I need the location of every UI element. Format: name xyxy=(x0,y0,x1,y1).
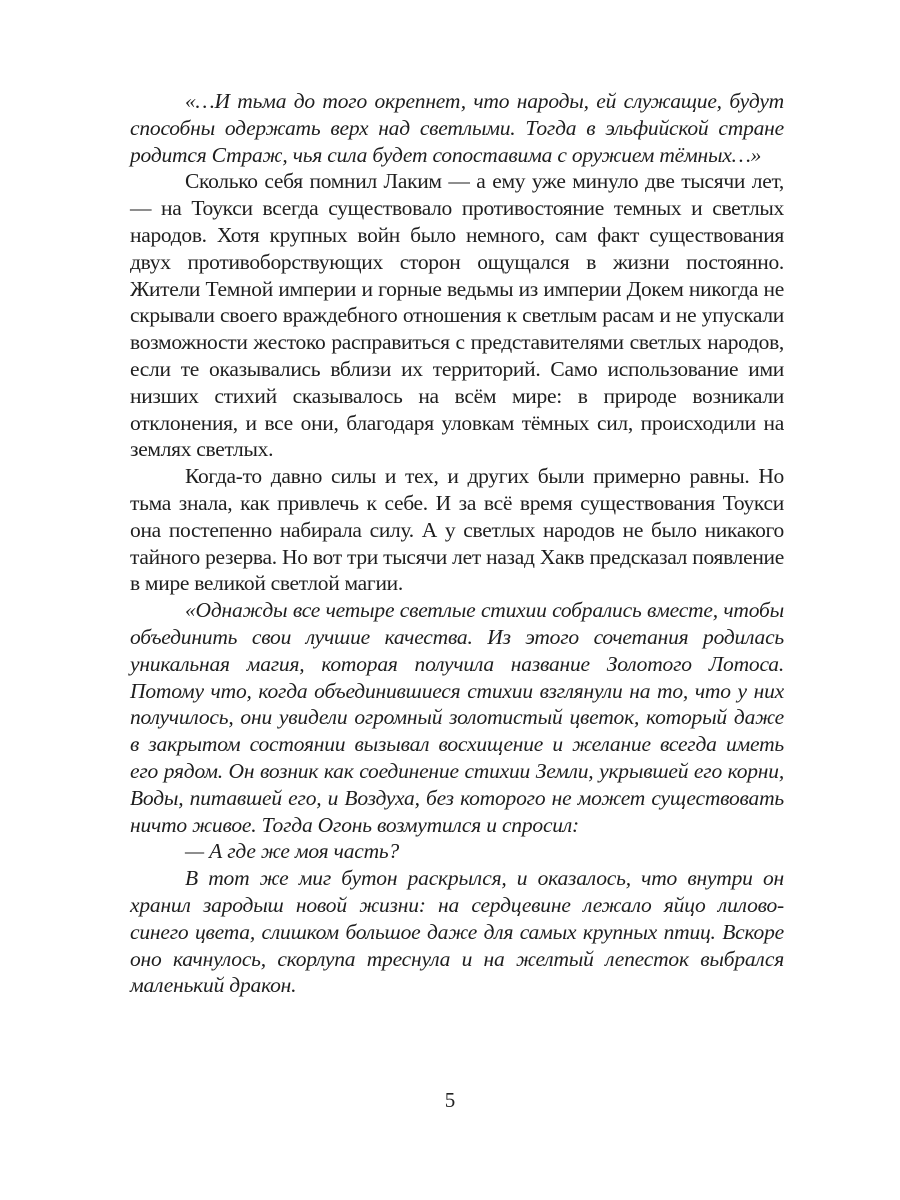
narrative-paragraph-lakim: Сколько себя помнил Лаким — а ему уже минуло две тысячи лет, — на Тоукси всегда существовало противостояние темных и светлых народов. Хотя крупных войн было немного, сам факт существования двух противоборствующих сторон ощущался в жизни постоянно. Жители Темной империи и горные ведьмы из империи Докем никогда не скрывали своего враждебного отношения к светлым расам и не упускали возможности жестоко расправиться с представителями светлых народов, если те оказывались вблизи их территорий. Само использование ими низших стихий сказывалось на всём мире: в природе возникали отклонения, и все они, благодаря уловкам тёмных сил, происходили на землях светлых. xyxy=(130,169,784,462)
page-number: 5 xyxy=(444,1088,456,1112)
legend-continuation-paragraph: В тот же миг бутон раскрылся, и оказалось, что внутри он хранил зародыш новой жизни: на сердцевине лежало яйцо лилово-синего цвета, слишком большое даже для самых крупных птиц. Вскоре оно качнулось, скорлупа треснула и на желтый лепесток выбрался маленький дракон. xyxy=(130,866,784,998)
legend-quote-paragraph: «Однажды все четыре светлые стихии собрались вместе, чтобы объединить свои лучшие качества. Из этого сочетания родилась уникальная магия, которая получила название Золотого Лотоса. Потому что, когда объединившиеся стихии взглянули на то, что у них получилось, они увидели огромный золотистый цветок, который даже в закрытом состоянии вызывал восхищение и желание всегда иметь его рядом. Он возник как соединение стихии Земли, укрывшей его корни, Воды, питавшей его, и Воздуха, без которого не может существовать ничто живое. Тогда Огонь возмутился и спросил: xyxy=(130,598,784,837)
prophecy-quote-paragraph: «…И тьма до того окрепнет, что народы, ей служащие, будут способны одержать верх над светлыми. Тогда в эльфийской стране родится Страж, чья сила будет сопоставима с оружием тёмных…» xyxy=(130,89,784,167)
narrative-paragraph-balance: Когда-то давно силы и тех, и других были примерно равны. Но тьма знала, как привлечь к себе. И за всё время существования Тоукси она постепенно набирала силу. А у светлых народов не было никакого тайного резерва. Но вот три тысячи лет назад Хакв предсказал появление в мире великой светлой магии. xyxy=(130,464,784,596)
page-body xyxy=(130,88,784,999)
dialogue-line: — А где же моя часть? xyxy=(185,839,400,864)
